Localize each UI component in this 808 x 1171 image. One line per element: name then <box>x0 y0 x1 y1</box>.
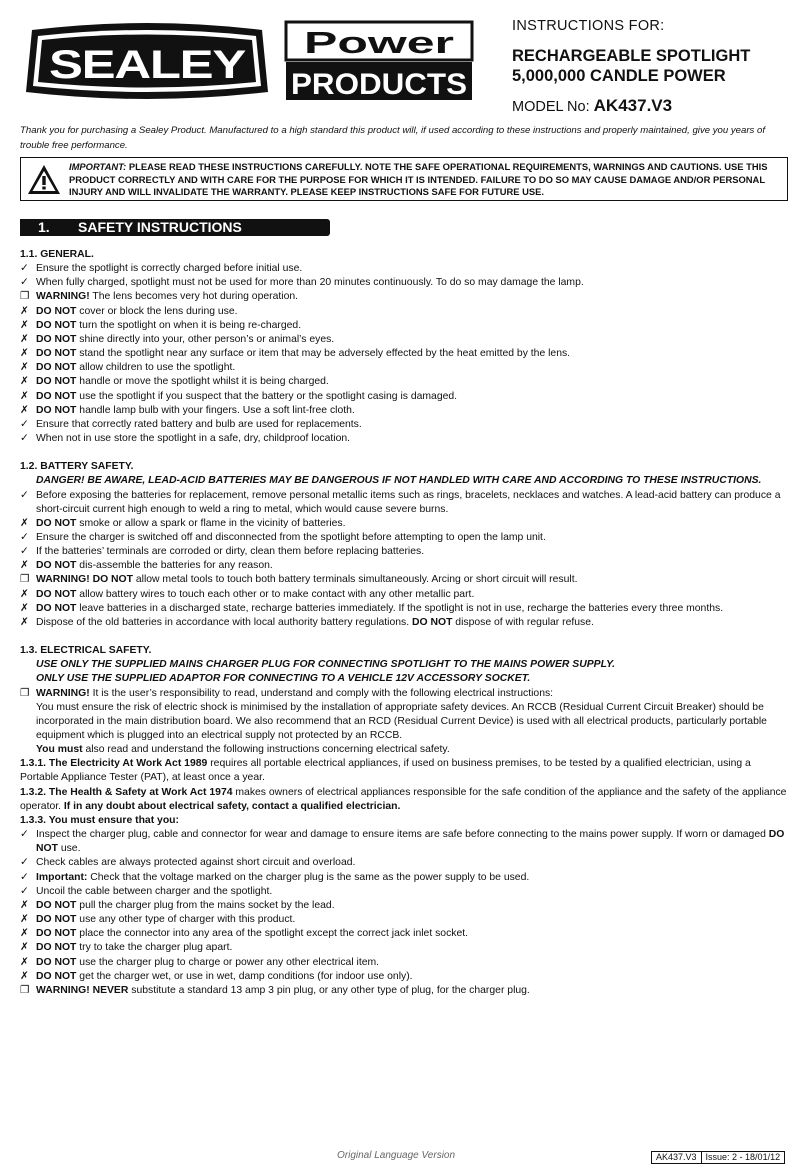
list-item <box>20 517 788 531</box>
item-text: Inspect the charger plug, cable and connector for wear and damage to ensure items are safe before connecting to the mains power supply. If worn or damaged <box>36 829 769 841</box>
product-name-line2: 5,000,000 CANDLE POWER <box>512 67 726 85</box>
item-text: turn the spotlight on when it is being re-charged. <box>76 319 302 331</box>
list-item <box>20 559 788 573</box>
list-item <box>20 545 788 559</box>
item-text: cover or block the lens during use. <box>76 305 238 317</box>
check-icon: ✓ <box>20 871 29 883</box>
list-item <box>20 885 788 899</box>
important-text <box>69 161 785 199</box>
item-bold: DO NOT <box>36 928 77 940</box>
list-item <box>20 276 788 290</box>
list-item <box>20 305 788 319</box>
model-line <box>512 96 802 116</box>
electrical-warning <box>20 687 788 701</box>
list-item <box>20 333 788 347</box>
cross-icon: ✗ <box>20 376 29 388</box>
item-text: handle lamp bulb with your fingers. Use a soft lint-free cloth. <box>76 404 355 416</box>
item-text: Before exposing the batteries for replacement, remove personal metallic items such as rings, bracelets, necklaces and watches. A lead-acid battery can produce a short-circuit current high enough to weld a ring to metal, which would cause severe burns. <box>36 489 781 515</box>
item-text: When not in use store the spotlight in a safe, dry, childproof location. <box>36 433 351 445</box>
product-name-line1: RECHARGEABLE SPOTLIGHT <box>512 47 751 65</box>
battery-heading: 1.2. BATTERY SAFETY. <box>20 461 134 473</box>
power-products-logo <box>284 20 476 102</box>
item-text: shine directly into your, other person’s or animal’s eyes. <box>76 333 335 345</box>
electricity-at-work-act <box>20 757 788 785</box>
list-item <box>20 290 788 304</box>
item-bold: DO NOT <box>36 560 77 572</box>
item-bold: DO NOT <box>36 348 77 360</box>
cross-icon: ✗ <box>20 928 29 940</box>
list-item <box>20 970 788 984</box>
cross-icon: ✗ <box>20 942 29 954</box>
item-text: pull the charger plug from the mains socket by the lead. <box>76 899 335 911</box>
list-item <box>20 262 788 276</box>
item-bold: DO NOT <box>36 602 77 614</box>
s131-label: 1.3.1. The Electricity At Work Act 1989 <box>20 758 208 770</box>
footer-language: Original Language Version <box>337 1150 456 1161</box>
safety-content <box>20 248 788 998</box>
list-item <box>20 432 788 446</box>
cross-icon: ✗ <box>20 348 29 360</box>
s132-advice: If in any doubt about electrical safety, contact a qualified electrician. <box>63 800 401 812</box>
item-text: Ensure the spotlight is correctly charged before initial use. <box>36 263 303 275</box>
item-text: try to take the charger plug apart. <box>76 942 233 954</box>
check-icon: ✓ <box>20 277 29 289</box>
cross-icon: ✗ <box>20 602 29 614</box>
model-number: AK437.V3 <box>593 96 673 115</box>
check-icon: ✓ <box>20 489 29 501</box>
item-bold: DO NOT <box>36 333 77 345</box>
title-block <box>512 18 802 116</box>
item-text: use any other type of charger with this product. <box>76 914 296 926</box>
check-icon: ✓ <box>20 829 29 841</box>
list-item <box>20 588 788 602</box>
list-item <box>20 984 788 998</box>
important-body: PLEASE READ THESE INSTRUCTIONS CAREFULLY. NOTE THE SAFE OPERATIONAL REQUIREMENTS, WARNINGS AND CAUTIONS. USE THIS PRODUCT CORRECTLY AND WITH CARE FOR THE PURPOSE FOR WHICH IT IS INTENDED. FAILURE TO DO SO MAY CAUSE DAMAGE AND/OR PERSONAL INJURY AND WILL INVALIDATE THE WARRANTY. PLEASE KEEP INSTRUCTIONS SAFE FOR FUTURE USE. <box>69 161 768 197</box>
list-item <box>20 361 788 375</box>
item-text: Ensure the charger is switched off and disconnected from the spotlight before attempting to open the lamp unit. <box>36 531 546 543</box>
item-bold: DO NOT <box>36 362 77 374</box>
warning-text: It is the user’s responsibility to read, understand and comply with the following electrical instructions: <box>89 687 554 699</box>
general-list <box>20 262 788 446</box>
item-text: substitute a standard 13 amp 3 pin plug, or any other type of plug, for the charger plug. <box>128 984 530 996</box>
cross-icon: ✗ <box>20 517 29 529</box>
item-bold: DO NOT <box>36 305 77 317</box>
warning-box-icon: ❐ <box>20 291 30 303</box>
cross-icon: ✗ <box>20 305 29 317</box>
item-bold: DO NOT <box>36 319 77 331</box>
cross-icon: ✗ <box>20 333 29 345</box>
item-text: smoke or allow a spark or flame in the vicinity of batteries. <box>76 517 346 529</box>
check-icon: ✓ <box>20 857 29 869</box>
item-text: If the batteries’ terminals are corroded or dirty, clean them before replacing batteries. <box>36 546 425 558</box>
item-text: use the spotlight if you suspect that the battery or the spotlight casing is damaged. <box>76 390 458 402</box>
cross-icon: ✗ <box>20 616 29 628</box>
list-item <box>20 390 788 404</box>
item-text-2: dispose of with regular refuse. <box>452 616 594 628</box>
item-text: place the connector into any area of the spotlight except the correct jack inlet socket. <box>76 928 469 940</box>
list-item <box>20 573 788 587</box>
cross-icon: ✗ <box>20 319 29 331</box>
general-heading: 1.1. GENERAL. <box>20 249 94 260</box>
item-bold: DO NOT <box>36 956 77 968</box>
cross-icon: ✗ <box>20 899 29 911</box>
item-bold: DO NOT <box>36 914 77 926</box>
list-item <box>20 418 788 432</box>
warning-label: WARNING! <box>36 687 90 699</box>
item-bold: Important: <box>36 871 88 883</box>
item-text: The lens becomes very hot during operation. <box>89 291 299 303</box>
cross-icon: ✗ <box>20 956 29 968</box>
list-item <box>20 941 788 955</box>
item-text: leave batteries in a discharged state, recharge batteries immediately. If the spotlight is not in use, recharge the batteries every three months. <box>76 602 724 614</box>
model-label: MODEL No: <box>512 99 590 115</box>
item-text: When fully charged, spotlight must not be used for more than 20 minutes continuously. To do so may damage the lamp. <box>36 277 584 289</box>
list-item <box>20 956 788 970</box>
item-text: dis-assemble the batteries for any reason. <box>76 560 273 572</box>
item-bold-2: DO NOT <box>412 616 453 628</box>
electrical-list <box>20 828 788 998</box>
battery-list <box>20 489 788 631</box>
item-bold: WARNING! DO NOT <box>36 574 133 586</box>
item-bold: DO NOT <box>36 970 77 982</box>
list-item <box>20 899 788 913</box>
battery-danger: DANGER! BE AWARE, LEAD-ACID BATTERIES MAY BE DANGEROUS IF NOT HANDLED WITH CARE AND ACCORDING TO THESE INSTRUCTIONS. <box>36 475 762 487</box>
item-text: use the charger plug to charge or power any other electrical item. <box>76 956 380 968</box>
item-text: Check cables are always protected against short circuit and overload. <box>36 857 356 869</box>
footer-issue-box <box>651 1151 785 1164</box>
list-item <box>20 531 788 545</box>
s132-text: makes owners of electrical appliances responsible for the safe condition of the appliance and the safety of the appliance operator. <box>20 786 787 812</box>
item-bold: WARNING! NEVER <box>36 984 129 996</box>
item-bold: DO NOT <box>36 517 77 529</box>
item-bold: DO NOT <box>36 588 77 600</box>
important-label: IMPORTANT: <box>69 161 127 172</box>
warning-triangle-icon <box>27 164 61 195</box>
section-heading-bar <box>20 219 330 236</box>
section-number: 1. <box>38 219 50 235</box>
cross-icon: ✗ <box>20 404 29 416</box>
health-safety-act <box>20 786 788 814</box>
must-bold: You must <box>36 744 83 756</box>
warning-box-icon: ❐ <box>20 984 30 996</box>
item-text: allow children to use the spotlight. <box>76 362 236 374</box>
list-item <box>20 856 788 870</box>
item-bold-2: DO NOT <box>36 829 785 855</box>
warning-box-icon: ❐ <box>20 687 30 699</box>
power-logo-text: Power <box>304 25 454 60</box>
list-item <box>20 347 788 361</box>
check-icon: ✓ <box>20 433 29 445</box>
cross-icon: ✗ <box>20 970 29 982</box>
item-text: handle or move the spotlight whilst it is being charged. <box>76 376 329 388</box>
item-text: Check that the voltage marked on the charger plug is the same as the power supply to be used. <box>87 871 530 883</box>
s131-text: requires all portable electrical appliances, if used on business premises, to be tested by a qualified electrician, using a Portable Appliance Tester (PAT), at least once a year. <box>20 758 751 784</box>
important-warning-box <box>20 157 788 201</box>
list-item <box>20 913 788 927</box>
check-icon: ✓ <box>20 546 29 558</box>
products-logo-text: PRODUCTS <box>291 68 467 101</box>
list-item <box>20 616 788 630</box>
sealey-logo <box>18 20 276 102</box>
cross-icon: ✗ <box>20 560 29 572</box>
footer-model: AK437.V3 <box>656 1152 697 1162</box>
electrical-danger-2: ONLY USE THE SUPPLIED ADAPTOR FOR CONNECTING TO A VEHICLE 12V ACCESSORY SOCKET. <box>36 673 531 685</box>
list-item <box>20 828 788 856</box>
item-text: stand the spotlight near any surface or item that may be adversely effected by the heat emitted by the lens. <box>76 348 571 360</box>
check-icon: ✓ <box>20 531 29 543</box>
rccb-paragraph: You must ensure the risk of electric shock is minimised by the installation of appropriate safety devices. An RCCB (Residual Current Circuit Breaker) should be incorporated in the main distribution board. We also recommend that an RCD (Residual Current Device) is used with all electrical products, particularly portable equipment which is plugged into an electrical supply not protected by an RCCB. <box>36 701 767 741</box>
must-text: also read and understand the following instructions concerning electrical safety. <box>82 744 450 756</box>
s132-label: 1.3.2. The Health & Safety at Work Act 1974 <box>20 786 233 798</box>
list-item <box>20 404 788 418</box>
item-text: Ensure that correctly rated battery and bulb are used for replacements. <box>36 418 362 430</box>
item-bold: DO NOT <box>36 942 77 954</box>
item-bold: WARNING! <box>36 291 90 303</box>
electrical-danger-1: USE ONLY THE SUPPLIED MAINS CHARGER PLUG FOR CONNECTING SPOTLIGHT TO THE MAINS POWER SUPPLY. <box>36 659 616 671</box>
list-item <box>20 319 788 333</box>
footer-issue: Issue: 2 - 18/01/12 <box>701 1152 785 1163</box>
electrical-heading: 1.3. ELECTRICAL SAFETY. <box>20 645 152 657</box>
item-text: allow metal tools to touch both battery terminals simultaneously. Arcing or short circuit will result. <box>132 574 578 586</box>
cross-icon: ✗ <box>20 390 29 402</box>
cross-icon: ✗ <box>20 914 29 926</box>
instructions-for: INSTRUCTIONS FOR: <box>512 18 665 34</box>
warning-box-icon: ❐ <box>20 574 30 586</box>
item-bold: DO NOT <box>36 404 77 416</box>
list-item <box>20 489 788 517</box>
check-icon: ✓ <box>20 885 29 897</box>
must-read-line <box>20 743 788 757</box>
list-item <box>20 871 788 885</box>
must-ensure-heading: 1.3.3. You must ensure that you: <box>20 814 179 826</box>
check-icon: ✓ <box>20 418 29 430</box>
list-item <box>20 927 788 941</box>
check-icon: ✓ <box>20 263 29 275</box>
item-text-2: use. <box>57 843 81 855</box>
intro-text: Thank you for purchasing a Sealey Product. Manufactured to a high standard this product will, if used according to these instructions and properly maintained, give you years of trouble free performance. <box>20 125 766 151</box>
item-bold: DO NOT <box>36 899 77 911</box>
section-title: SAFETY INSTRUCTIONS <box>78 219 242 235</box>
item-bold: DO NOT <box>36 376 77 388</box>
item-text: Dispose of the old batteries in accordance with local authority battery regulations. <box>36 616 413 628</box>
sealey-logo-text: SEALEY <box>49 43 247 87</box>
cross-icon: ✗ <box>20 362 29 374</box>
item-text: get the charger wet, or use in wet, damp conditions (for indoor use only). <box>76 970 413 982</box>
item-text: Uncoil the cable between charger and the spotlight. <box>36 885 273 897</box>
item-bold: DO NOT <box>36 390 77 402</box>
item-text: allow battery wires to touch each other or to make contact with any other metallic part. <box>76 588 475 600</box>
list-item <box>20 375 788 389</box>
list-item <box>20 602 788 616</box>
cross-icon: ✗ <box>20 588 29 600</box>
